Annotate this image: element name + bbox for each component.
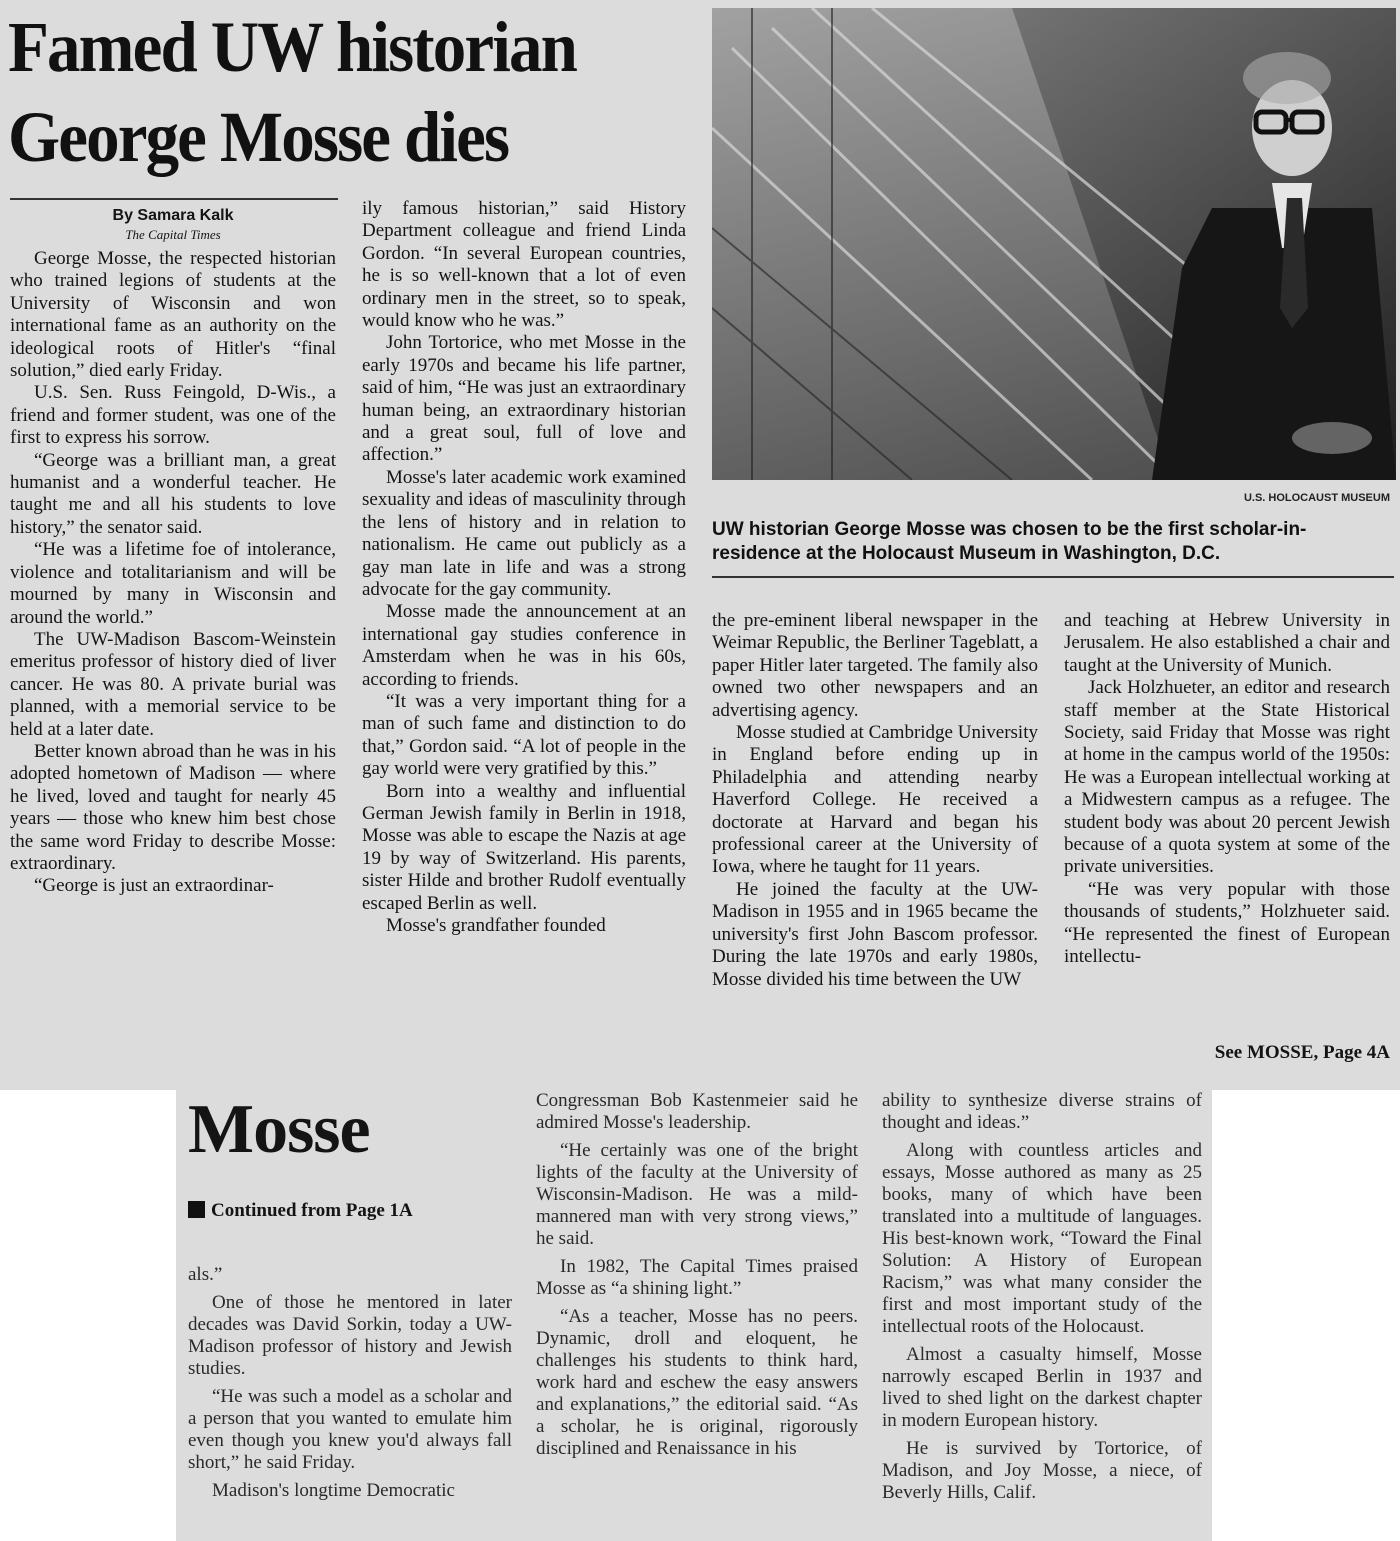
paragraph: als.” <box>188 1264 223 1285</box>
photo-illustration <box>712 8 1396 480</box>
paragraph: One of those he mentored in later decades was David Sorkin, today a UW-Madison professor of history and Jewish studies. <box>188 1292 512 1379</box>
article-column-3 <box>712 610 1038 991</box>
jump-column-3 <box>882 1090 1202 1510</box>
jump-column-2 <box>536 1090 858 1466</box>
article-column-4 <box>1064 610 1390 969</box>
paragraph: Congressman Bob Kastenmeier said he admired Mosse's leadership. <box>536 1090 858 1133</box>
headline-line-1: Famed UW historian <box>8 7 576 87</box>
paragraph: “He certainly was one of the bright lights of the faculty at the University of Wisconsin-Madison. He was a mild-mannered man with very strong views,” he said. <box>536 1140 858 1249</box>
paragraph: In 1982, The Capital Times praised Mosse as “a shining light.” <box>536 1256 858 1299</box>
square-bullet-icon <box>188 1201 205 1218</box>
paragraph: He joined the faculty at the UW-Madison in 1955 and in 1965 became the university's first John Bascom professor. During the late 1970s and early 1980s, Mosse divided his time between the UW <box>712 878 1038 990</box>
publication-name: The Capital Times <box>125 227 221 242</box>
paragraph: “As a teacher, Mosse has no peers. Dynamic, droll and eloquent, he challenges his students to think hard, work hard and eschew the easy answers and explanations,” the editorial said. “As a scholar, he is original, rigorously disciplined and Renaissance in his <box>536 1306 858 1459</box>
paragraph: Jack Holzhueter, an editor and research staff member at the State Historical Society, said Friday that Mosse was right at home in the campus world of the 1950s: He was a European intellectual working at a Midwestern campus as a refugee. The student body was about 20 percent Jewish because of a quota system at some of the private universities. <box>1064 677 1390 878</box>
paragraph: Mosse's later academic work examined sexuality and ideas of masculinity through the lens of history and in relation to nationalism. He came out publicly as a gay man late in life and was a strong advocate for the gay community. <box>362 466 686 600</box>
paragraph: and teaching at Hebrew University in Jerusalem. He also established a chair and taught at the University of Munich. <box>1064 610 1390 676</box>
paragraph: U.S. Sen. Russ Feingold, D-Wis., a friend and former student, was one of the first to express his sorrow. <box>10 382 336 449</box>
byline: By Samara Kalk <box>112 207 234 224</box>
paragraph: Better known abroad than he was in his adopted hometown of Madison — where he lived, loved and taught for nearly 45 years — those who knew him best chose the same word Friday to describe Mosse: extraordinary. <box>10 740 336 874</box>
paragraph: Born into a wealthy and influential German Jewish family in Berlin in 1918, Mosse was able to escape the Nazis at age 19 by way of Switzerland. His parents, sister Hilde and brother Rudolf eventually escaped Berlin as well. <box>362 780 686 914</box>
byline-rule <box>10 198 338 200</box>
paragraph: ability to synthesize diverse strains of thought and ideas.” <box>882 1090 1202 1133</box>
headline-line-2: George Mosse dies <box>8 97 509 177</box>
caption-rule <box>712 576 1394 578</box>
paragraph: the pre-eminent liberal newspaper in the Weimar Republic, the Berliner Tageblatt, a paper Hitler later targeted. The family also owned two other newspapers and an advertising agency. <box>712 610 1038 721</box>
paragraph: Mosse's grandfather founded <box>386 915 606 936</box>
continued-line <box>188 1200 512 1222</box>
article-column-1 <box>10 202 336 898</box>
paragraph: “George is just an extraordinar- <box>34 875 274 897</box>
paragraph: George Mosse, the respected historian who trained legions of students at the University of Wisconsin and won international fame as an authority on the ideological roots of Hitler's “final solution,” died early Friday. <box>10 248 336 382</box>
paragraph: Along with countless articles and essays, Mosse authored as many as 25 books, many of which have been translated into a multitude of languages. His best-known work, “Toward the Final Solution: A History of European Racism,” was what many consider the first and most important study of the intellectual roots of the Holocaust. <box>882 1140 1202 1337</box>
jump-column-1 <box>188 1264 512 1508</box>
paragraph: ily famous historian,” said History Department colleague and friend Linda Gordon. “In several European countries, he is so well-known that a lot of even ordinary men in the street, so to speak, would know who he was.” <box>362 198 686 332</box>
paragraph: “He was such a model as a scholar and a person that you wanted to emulate him even though you knew you'd always fall short,” he said Friday. <box>188 1386 512 1473</box>
mosse-photo <box>712 8 1396 480</box>
continued-label: Continued from Page 1A <box>211 1200 413 1221</box>
paragraph: The UW-Madison Bascom-Weinstein emeritus professor of history died of liver cancer. He was 80. A private burial was planned, with a memorial service to be held at a later date. <box>10 628 336 740</box>
article-column-2 <box>362 198 686 937</box>
jump-reference: See MOSSE, Page 4A <box>1214 1042 1390 1063</box>
jump-headline: Mosse <box>188 1091 370 1168</box>
paragraph: Almost a casualty himself, Mosse narrowly escaped Berlin in 1937 and lived to shed light on the darkest chapter in modern European history. <box>882 1344 1202 1431</box>
paragraph: “George was a brilliant man, a great humanist and a wonderful teacher. He taught me and all his students to love history,” the senator said. <box>10 449 336 538</box>
paragraph: “It was a very important thing for a man of such fame and distinction to do that,” Gordon said. “A lot of people in the gay world were very gratified by this.” <box>362 690 686 780</box>
paragraph: Mosse studied at Cambridge University in England before ending up in Philadelphia and attending nearby Haverford College. He received a doctorate at Harvard and began his professional career at the University of Iowa, where he taught for 11 years. <box>712 722 1038 878</box>
photo-caption: UW historian George Mosse was chosen to be the first scholar-in-residence at the Holocaust Museum in Washington, D.C. <box>712 519 1307 564</box>
paragraph: “He was a lifetime foe of intolerance, violence and totalitarianism and will be mourned by many in Wisconsin and around the world.” <box>10 539 336 628</box>
paragraph: “He was very popular with those thousands of students,” Holzhueter said. “He represented the finest of European intellectu- <box>1064 878 1390 968</box>
paragraph: John Tortorice, who met Mosse in the early 1970s and became his life partner, said of him, “He was just an extraordinary human being, an extraordinary historian and a great soul, full of love and affection.” <box>362 332 686 466</box>
paragraph: Mosse made the announcement at an international gay studies conference in Amsterdam when he was in his 60s, according to friends. <box>362 601 686 690</box>
paragraph: Madison's longtime Democratic <box>212 1480 455 1501</box>
photo-credit: U.S. HOLOCAUST MUSEUM <box>1243 492 1390 504</box>
headline <box>8 2 650 182</box>
paragraph: He is survived by Tortorice, of Madison, and Joy Mosse, a niece, of Beverly Hills, Calif. <box>882 1438 1202 1503</box>
